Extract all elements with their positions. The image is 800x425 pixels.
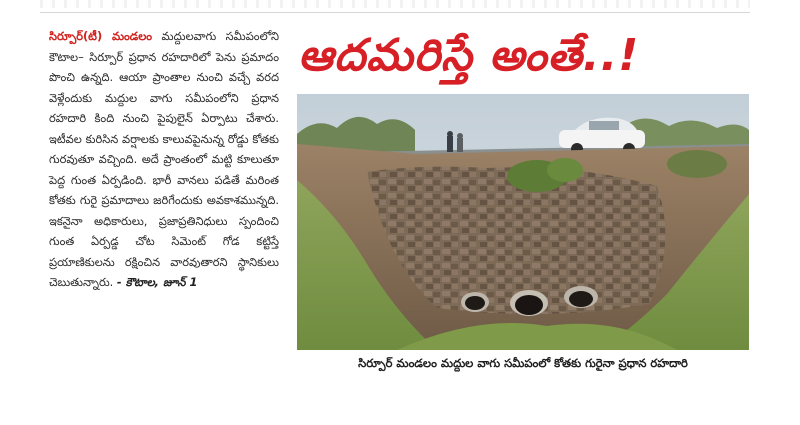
article-body — [49, 26, 279, 293]
article-dateline: - కౌటాల, జూన్ 1 — [116, 275, 198, 289]
news-article — [49, 26, 279, 376]
article-place: సిర్పూర్(టీ) మండలం — [49, 29, 153, 43]
top-divider — [40, 12, 750, 13]
headline: ఆదమరిస్తే అంతే..! — [298, 30, 640, 81]
article-text: మద్దులవాగు సమీపంలోని కౌటాల– సిర్పూర్ ప్రధాన రహదారిలో పెను ప్రమాదం పొంచి ఉన్నది. ఆయా ప్రాంతాల నుంచి వచ్చే వరద వెళ్లేందుకు మద్దుల వాగు సమీపంలోని ప్రధాన రహదారి కింది నుంచి పైపులైన్ ఏర్పాటు చేశారు. ఇటీవల కురిసిన వర్షాలకు కాలువపైనున్న రోడ్డు కోతకు గురవుతూ వచ్చింది. అదే ప్రాంతంలో మట్టి కూలుతూ పెద్ద గుంత ఏర్పడింది. భారీ వానలు పడితే మరింత కోతకు గురై ప్రమాదాలు జరిగేందుకు అవకాశమున్నది. ఇకనైనా అధికారులు, ప్రజాప్రతినిధులు స్పందించి గుంత ఏర్పడ్డ చోట సిమెంట్ గోడ కట్టిస్తే ప్రయాణికులను రక్షించిన వారవుతారని స్థానికులు చెబుతున్నారు. — [49, 29, 279, 289]
news-photo — [297, 94, 749, 350]
photo-caption: సిర్పూర్ మండలం మద్దుల వాగు సమీపంలో కోతకు గురైనా ప్రధాన రహదారి — [358, 356, 688, 370]
previous-article-strip — [40, 0, 750, 8]
